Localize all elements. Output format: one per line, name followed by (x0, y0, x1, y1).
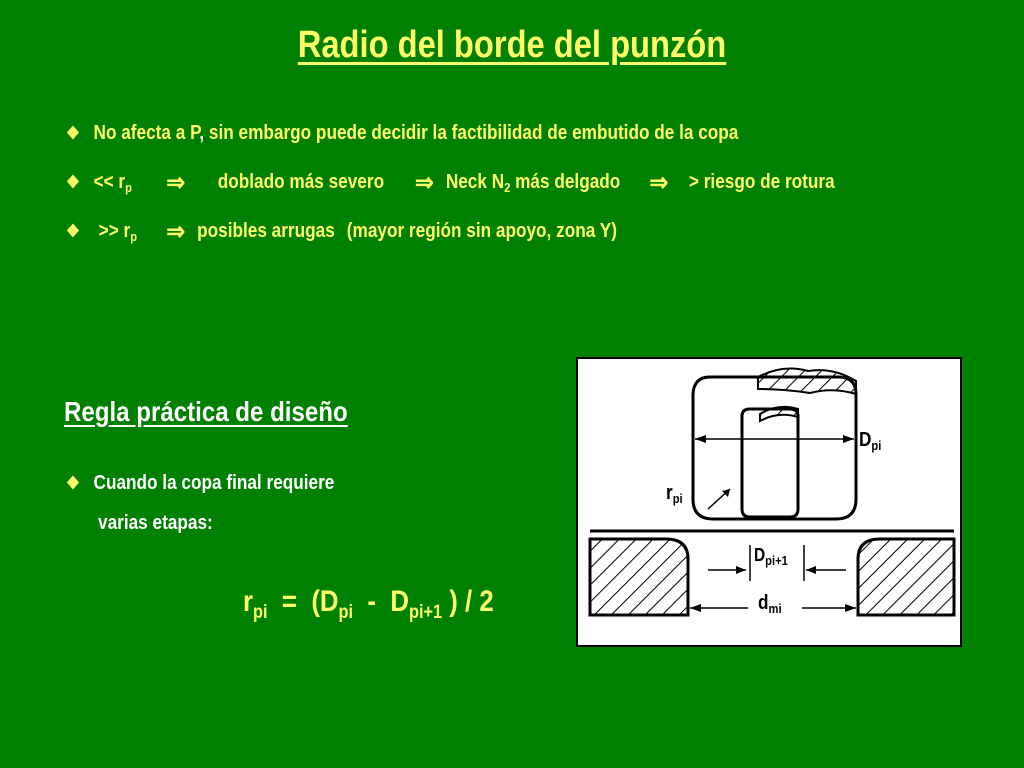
label-dmi-main: d (758, 592, 769, 614)
bullet-line-3 (66, 216, 617, 246)
bullet-1-text-b: , (199, 122, 205, 144)
formula-r-sub: pi (253, 602, 268, 623)
formula-d2-sub: pi+1 (408, 602, 443, 623)
punch-die-diagram (576, 357, 962, 647)
slide-title: Radio del borde del punzón (297, 24, 727, 66)
formula-tail: ) / 2 (442, 585, 494, 618)
formula-d1-sub: pi (338, 602, 354, 623)
bullet-3-part3: (mayor región sin apoyo, zona Y) (346, 220, 617, 242)
label-dmi-sub: mi (768, 601, 782, 616)
bullet-2-part3b: más delgado (510, 171, 621, 193)
die-right (858, 539, 954, 615)
label-rpi (666, 482, 683, 505)
implies-arrow-icon: ⇒ (415, 167, 434, 197)
implies-arrow-icon: ⇒ (649, 167, 669, 197)
diamond-bullet-icon: ❖ (66, 172, 80, 192)
label-dmi (758, 592, 782, 615)
implies-arrow-icon: ⇒ (166, 167, 186, 197)
label-dpi-main: D (859, 429, 872, 451)
bullet-2-sub3: 2 (504, 180, 511, 195)
diamond-bullet-icon: ❖ (66, 123, 80, 143)
ejector-outline (742, 409, 798, 517)
diamond-bullet-icon: ❖ (66, 473, 80, 493)
label-dpi1-main: D (754, 545, 766, 565)
implies-arrow-icon: ⇒ (166, 216, 186, 246)
bullet-2-sub1: p (125, 180, 132, 195)
bullet-3-sub1: p (130, 229, 138, 244)
rule-line-2 (98, 512, 213, 535)
bullet-2-part1: << r (93, 171, 126, 193)
formula-eq: = (D (267, 585, 339, 618)
diamond-bullet-icon: ❖ (66, 221, 80, 241)
label-dpi-sub: pi (871, 438, 882, 453)
label-rpi-sub: pi (672, 491, 683, 506)
bullet-2-part3: Neck N (445, 171, 505, 193)
bullet-1-text-c: sin embargo puede decidir la factibilidad de embutido de la copa (204, 122, 739, 144)
rule-heading: Regla práctica de diseño (64, 396, 348, 427)
bullet-3-part2: posibles arrugas (197, 220, 335, 242)
bullet-line-1 (66, 122, 738, 145)
label-rpi-main: r (666, 482, 673, 504)
punch-break-hatch (758, 369, 856, 394)
formula-r: r (243, 585, 254, 618)
bullet-3-part1: >> r (98, 220, 131, 242)
bullet-2-part2: doblado más severo (217, 171, 385, 193)
die-left (590, 539, 688, 615)
bullet-1-text-a: No afecta a P (93, 122, 200, 144)
rule-line-1 (66, 472, 334, 495)
bullet-line-2 (66, 167, 835, 197)
bullet-2-part4: > riesgo de rotura (688, 171, 835, 193)
design-formula (243, 585, 494, 623)
label-dpi (859, 429, 881, 452)
label-dpi1-sub: pi+1 (765, 553, 788, 568)
rule-text-2: varias etapas: (98, 512, 213, 534)
formula-minus: - D (353, 585, 409, 618)
rule-text-1: Cuando la copa final requiere (93, 472, 335, 494)
label-dpi1 (754, 545, 788, 566)
